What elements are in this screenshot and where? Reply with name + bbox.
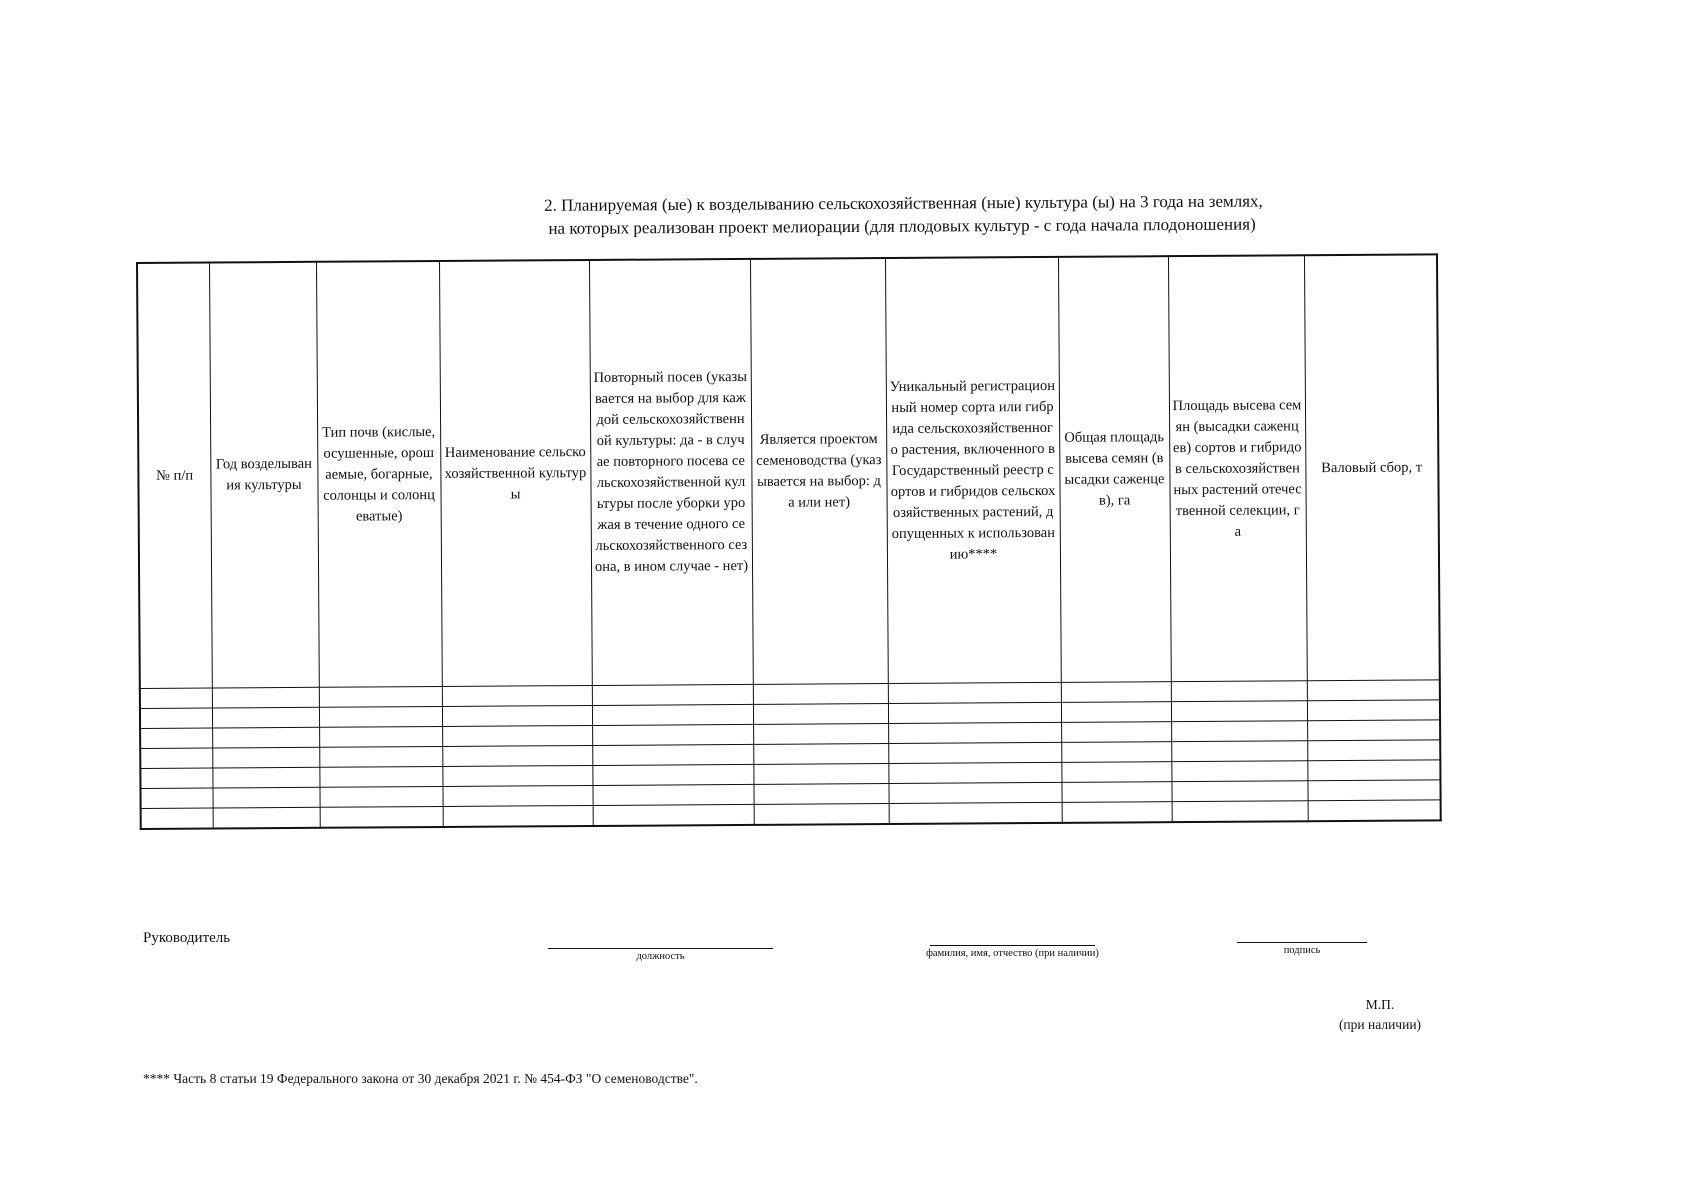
table-cell[interactable]: [592, 724, 753, 745]
table-cell[interactable]: [442, 685, 592, 706]
table-cell[interactable]: [592, 744, 753, 765]
table-cell[interactable]: [1307, 700, 1440, 721]
table-cell[interactable]: [1171, 761, 1307, 782]
table-cell[interactable]: [442, 745, 592, 766]
stamp-note: (при наличии): [1338, 1017, 1422, 1032]
table-cell[interactable]: [319, 746, 442, 767]
header-soil-type: Тип почв (кислые, осушенные, орошаемые, богарные, солонцы и солонцеватые): [316, 261, 442, 687]
table-cell[interactable]: [212, 707, 319, 728]
header-cultivation-year: Год возделывания культуры: [209, 262, 319, 688]
table-cell[interactable]: [1307, 720, 1440, 741]
full-name-caption: фамилия, имя, отчество (при наличии): [926, 948, 1099, 959]
table-cell[interactable]: [888, 742, 1061, 763]
table-cell[interactable]: [442, 765, 592, 786]
table-cell[interactable]: [319, 726, 442, 747]
table-cell[interactable]: [442, 705, 592, 726]
table-cell[interactable]: [754, 804, 889, 825]
table-cell[interactable]: [592, 764, 753, 785]
table-cell[interactable]: [140, 728, 212, 748]
table-cell[interactable]: [1062, 802, 1172, 823]
table-cell[interactable]: [753, 704, 888, 725]
table-cell[interactable]: [592, 684, 753, 705]
header-gross-yield: Валовый сбор, т: [1304, 254, 1440, 680]
stamp-placeholder: [1320, 995, 1440, 1035]
header-crop-name: Наименование сельскохозяйственной культуры: [439, 260, 592, 686]
table-cell[interactable]: [753, 764, 888, 785]
table-cell[interactable]: [888, 682, 1061, 703]
table-cell[interactable]: [212, 727, 319, 748]
table-cell[interactable]: [592, 784, 753, 805]
table-cell[interactable]: [753, 744, 888, 765]
table-cell[interactable]: [140, 788, 212, 808]
table-cell[interactable]: [140, 688, 212, 708]
position-caption: должность: [636, 951, 685, 962]
table-cell[interactable]: [1171, 701, 1307, 722]
table-cell[interactable]: [442, 725, 592, 746]
head-label: Руководитель: [143, 930, 231, 946]
table-cell[interactable]: [889, 802, 1062, 824]
table-cell[interactable]: [212, 747, 319, 768]
table-cell[interactable]: [753, 784, 888, 805]
position-field[interactable]: [548, 948, 773, 962]
table-cell[interactable]: [141, 808, 213, 829]
table-cell[interactable]: [592, 704, 753, 725]
table-cell[interactable]: [212, 687, 319, 708]
table-cell[interactable]: [1061, 722, 1171, 743]
table-cell[interactable]: [888, 702, 1061, 723]
sign-caption: подпись: [1283, 945, 1321, 956]
table-cell[interactable]: [1061, 702, 1171, 723]
crop-plan-table-wrapper: [136, 253, 1440, 830]
form-section-title: [0, 187, 1697, 243]
title-line-1: 2. Планируемая (ые) к возделыванию сельскохозяйственная (ные) культура (ы) на 3 года на землях,: [544, 191, 1263, 215]
sign-field[interactable]: [1237, 942, 1367, 956]
table-cell[interactable]: [888, 762, 1061, 783]
table-cell[interactable]: [443, 805, 593, 826]
table-cell[interactable]: [1061, 682, 1171, 703]
table-cell[interactable]: [753, 684, 888, 705]
header-registration-number: Уникальный регистрационный номер сорта или гибрида сельскохозяйственного растения, включенного в Государственный реестр сортов и гибридов сельскохозяйственных растений, допущенных к использованию****: [885, 257, 1061, 684]
table-cell[interactable]: [213, 807, 320, 828]
table-cell[interactable]: [1307, 740, 1440, 761]
table-cell[interactable]: [888, 782, 1061, 803]
table-cell[interactable]: [1061, 762, 1171, 783]
table-cell[interactable]: [1171, 741, 1307, 762]
header-seed-project: Является проектом семеноводства (указывается на выбор: да или нет): [750, 258, 888, 684]
table-cell[interactable]: [1171, 781, 1307, 802]
table-cell[interactable]: [140, 768, 212, 788]
table-cell[interactable]: [319, 706, 442, 727]
table-cell[interactable]: [212, 787, 319, 808]
title-line-2: на которых реализован проект мелиорации (для плодовых культур - с года начала плодоношения): [548, 214, 1256, 238]
table-cell[interactable]: [1307, 760, 1440, 781]
table-cell[interactable]: [1171, 721, 1307, 742]
table-cell[interactable]: [1061, 782, 1171, 803]
stamp-label: М.П.: [1365, 997, 1395, 1012]
table-cell[interactable]: [1061, 742, 1171, 763]
table-cell[interactable]: [1171, 681, 1307, 702]
header-row-number: № п/п: [137, 263, 212, 689]
header-total-sowing-area: Общая площадь высева семян (высадки саженцев), га: [1058, 256, 1171, 682]
full-name-field[interactable]: [895, 945, 1130, 959]
footnote: **** Часть 8 статьи 19 Федерального закона от 30 декабря 2021 г. № 454-ФЗ "О семеноводстве".: [143, 1071, 698, 1086]
table-cell[interactable]: [1172, 801, 1308, 822]
table-cell[interactable]: [1307, 780, 1440, 801]
signature-block: [0, 930, 1697, 1050]
table-cell[interactable]: [319, 686, 442, 707]
table-cell[interactable]: [442, 785, 592, 806]
header-repeat-sowing: Повторный посев (указывается на выбор для каждой сельскохозяйственной культуры: да - в случае повторного посева сельскохозяйственной культуры после уборки урожая в течение одного сельскохозяйственного сезона, в ином случае - нет): [589, 259, 753, 686]
header-domestic-sowing-area: Площадь высева семян (высадки саженцев) сортов и гибридов сельскохозяйственных растений отечественной селекции, га: [1168, 255, 1307, 681]
table-cell[interactable]: [1307, 680, 1440, 701]
table-cell[interactable]: [888, 722, 1061, 743]
table-cell[interactable]: [1308, 800, 1441, 821]
table-body: [140, 680, 1441, 829]
table-cell[interactable]: [319, 766, 442, 787]
table-cell[interactable]: [320, 806, 443, 827]
table-cell[interactable]: [319, 786, 442, 807]
table-cell[interactable]: [212, 767, 319, 788]
full-name-line: [930, 945, 1095, 946]
table-cell[interactable]: [593, 804, 754, 826]
table-header-row: [137, 254, 1440, 688]
table-cell[interactable]: [140, 748, 212, 768]
position-line: [548, 948, 773, 949]
table-cell[interactable]: [753, 724, 888, 745]
table-cell[interactable]: [140, 708, 212, 728]
crop-plan-table: [136, 253, 1442, 830]
sign-line: [1237, 942, 1367, 943]
